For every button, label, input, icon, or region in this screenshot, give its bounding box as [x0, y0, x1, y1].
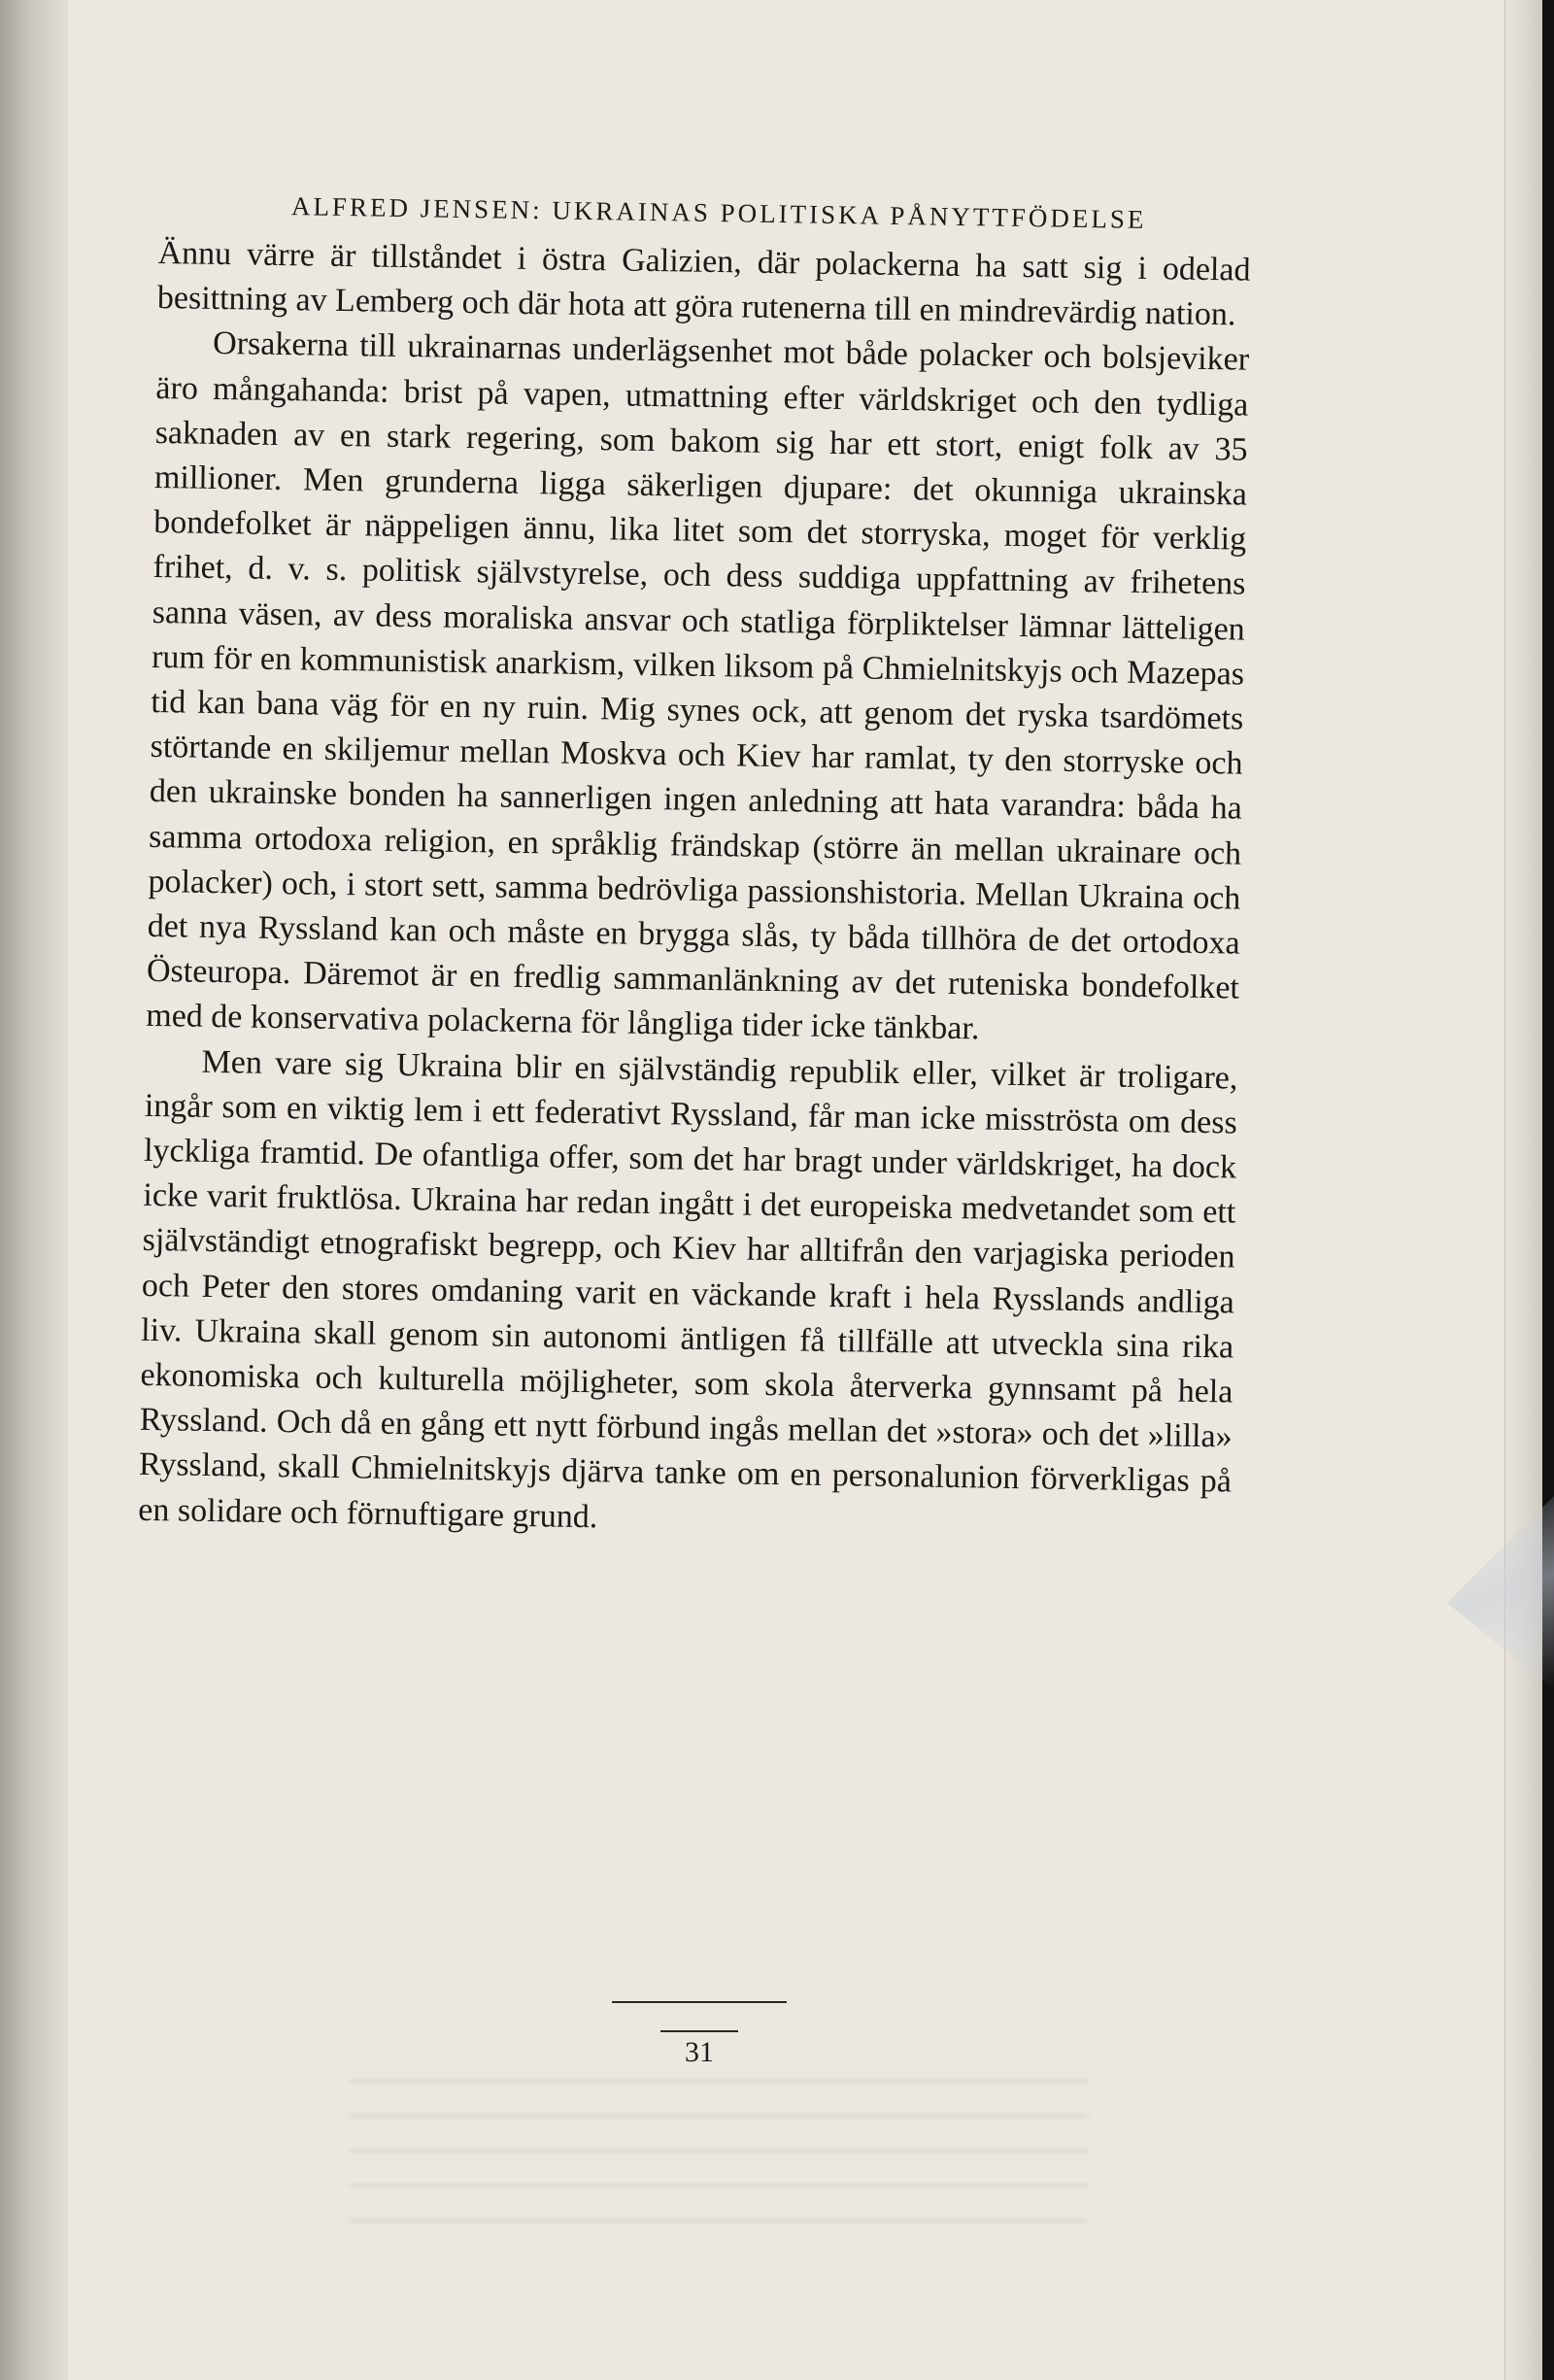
- paragraph: Orsakerna till ukrainarnas underlägsenhet mot både polacker och bolsjeviker äro mångahanda: brist på vapen, utmattning efter världskriget och den tydliga saknaden av en stark regering, som bakom sig har ett stort, enigt folk av 35 millioner. Men grunderna ligga säkerligen djupare: det okunniga ukrainska bondefolket är näppeligen ännu, lika litet som det storryska, moget för verklig frihet, d. v. s. politisk självstyrelse, och dess suddiga uppfattning av frihetens sanna väsen, av dess moraliska ansvar och statliga förpliktelser lämnar lätteligen rum för en kommunistisk anarkism, vilken liksom på Chmielnitskyjs och Mazepas tid kan bana väg för en ny ruin. Mig synes ock, att genom det ryska tsardömets störtande en skiljemur mellan Moskva och Kiev har ramlat, ty den storryske och den ukrainske bonden ha sannerligen ingen anledning att hata varandra: båda ha samma ortodoxa religion, en språklig frändskap (större än mellan ukrainare och polacker) och, i stort sett, samma bedrövliga passionshistoria. Mellan Ukraina och det nya Ryssland kan och måste en brygga slås, ty båda tillhöra de det ortodoxa Östeuropa. Däremot är en fredlig sammanlänkning av det ruteniska bondefolket med de konservativa polackerna för långliga tider icke tänkbar.: [146, 325, 1250, 1047]
- background-edge: [1542, 0, 1554, 2380]
- page-text-block: [138, 189, 1251, 1535]
- paragraph: Ännu värre är tillståndet i östra Galizien, där polackerna ha satt sig i odelad besittning av Lemberg och där hota att göra rutenerna till en mindrevärdig nation.: [156, 234, 1251, 333]
- body-text: [138, 231, 1251, 1549]
- page-footer: [612, 2001, 787, 2069]
- running-head: ALFRED JENSEN: UKRAINAS POLITISKA PÅNYTTFÖDELSE: [290, 191, 1147, 234]
- page-number: 31: [660, 2030, 738, 2069]
- paragraph: Men vare sig Ukraina blir en självständig republik eller, vilket är troligare, ingår som en viktig lem i ett federativt Ryssland, får man icke misströsta om dess lyckliga framtid. De ofantliga offer, som det har bragt under världskriget, ha dock icke varit fruktlösa. Ukraina har redan ingått i det europeiska medvetandet som ett självständigt etnografiskt begrepp, och Kiev har alltifrån den varjagiska perioden och Peter den stores omdaning varit en väckande kraft i hela Rysslands andliga liv. Ukraina skall genom sin autonomi äntligen få tillfälle att utveckla sina rika ekonomiska och kulturella möjligheter, som skola återverka gynnsamt på hela Ryssland. Och då en gång ett nytt förbund ingås mellan det »stora» och det »lilla» Ryssland, skall Chmielnitskyjs djärva tanke om en personalunion förverkligas på en solidare och förnuftigare grund.: [138, 1043, 1238, 1535]
- page-binding-shadow: [0, 0, 68, 2380]
- show-through-text: [350, 2079, 1088, 2234]
- paper-clip-mark: [1447, 1496, 1554, 1690]
- footer-rule: [612, 2001, 787, 2003]
- page-stack-edge: [1504, 0, 1542, 2380]
